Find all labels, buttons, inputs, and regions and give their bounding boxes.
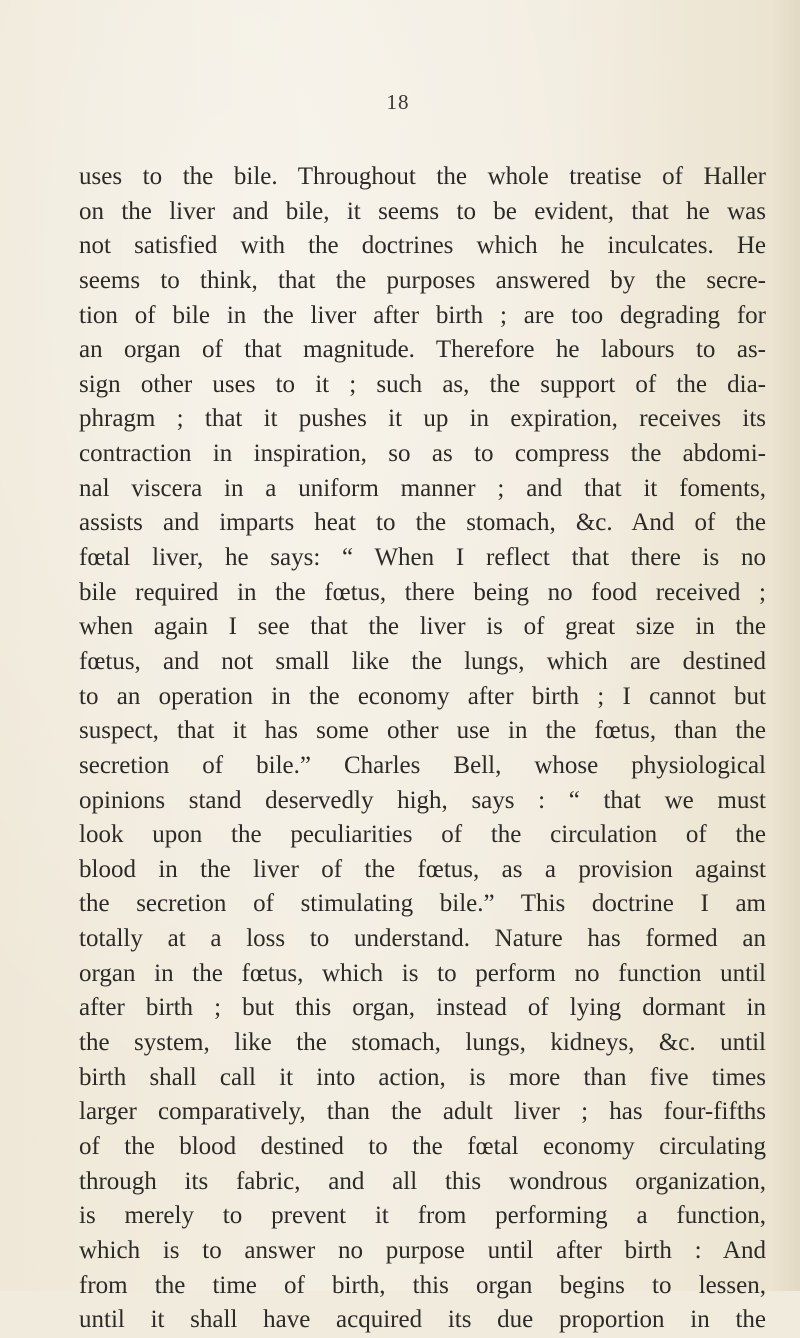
text-line: nal viscera in a uniform manner ; and that it foments, bbox=[79, 474, 766, 502]
text-line: suspect, that it has some other use in the fœtus, than the bbox=[79, 717, 766, 745]
text-line: through its fabric, and all this wondrous organization, bbox=[79, 1167, 766, 1195]
text-line: to an operation in the economy after birth ; I cannot but bbox=[79, 682, 766, 710]
text-line: the secretion of stimulating bile.” This doctrine I am bbox=[79, 890, 766, 918]
page-edge-shadow bbox=[770, 0, 800, 1291]
text-line: phragm ; that it pushes it up in expiration, receives its bbox=[79, 405, 766, 433]
text-line: look upon the peculiarities of the circulation of the bbox=[79, 821, 766, 849]
text-line: larger comparatively, than the adult liver ; has four-fifths bbox=[79, 1098, 766, 1126]
text-line: after birth ; but this organ, instead of lying dormant in bbox=[79, 994, 766, 1022]
text-line: is merely to prevent it from performing a function, bbox=[79, 1202, 766, 1230]
text-line: assists and imparts heat to the stomach, &c. And of the bbox=[79, 509, 766, 537]
text-line: birth shall call it into action, is more than five times bbox=[79, 1063, 766, 1091]
text-line: opinions stand deservedly high, says : “ that we must bbox=[79, 786, 766, 814]
text-line: on the liver and bile, it seems to be evident, that he was bbox=[79, 197, 766, 225]
page-number: 18 bbox=[386, 90, 410, 114]
text-line: organ in the fœtus, which is to perform no function until bbox=[79, 959, 766, 987]
text-line: totally at a loss to understand. Nature has formed an bbox=[79, 925, 766, 953]
text-line: fœtal liver, he says: “ When I reflect that there is no bbox=[79, 544, 766, 572]
text-line: until it shall have acquired its due proportion in the bbox=[79, 1306, 766, 1334]
text-line: bile required in the fœtus, there being no food received ; bbox=[79, 578, 766, 606]
text-line: contraction in inspiration, so as to compress the abdomi- bbox=[79, 440, 766, 468]
text-line: of the blood destined to the fœtal economy circulating bbox=[79, 1132, 766, 1160]
text-line: seems to think, that the purposes answered by the secre- bbox=[79, 266, 766, 294]
text-line: which is to answer no purpose until after birth : And bbox=[79, 1236, 766, 1264]
text-line: tion of bile in the liver after birth ; are too degrading for bbox=[79, 301, 766, 329]
text-line: sign other uses to it ; such as, the support of the dia- bbox=[79, 370, 766, 398]
text-line: when again I see that the liver is of great size in the bbox=[79, 613, 766, 641]
text-line: secretion of bile.” Charles Bell, whose physiological bbox=[79, 751, 766, 779]
text-line: fœtus, and not small like the lungs, which are destined bbox=[79, 647, 766, 675]
text-line: uses to the bile. Throughout the whole treatise of Haller bbox=[79, 163, 766, 190]
text-line: from the time of birth, this organ begins to lessen, bbox=[79, 1271, 766, 1299]
text-line: an organ of that magnitude. Therefore he labours to as- bbox=[79, 336, 766, 364]
text-line: not satisfied with the doctrines which he inculcates. He bbox=[79, 232, 766, 260]
text-line: the system, like the stomach, lungs, kidneys, &c. until bbox=[79, 1029, 766, 1057]
body-text bbox=[79, 160, 766, 1338]
text-line: blood in the liver of the fœtus, as a provision against bbox=[79, 855, 766, 883]
